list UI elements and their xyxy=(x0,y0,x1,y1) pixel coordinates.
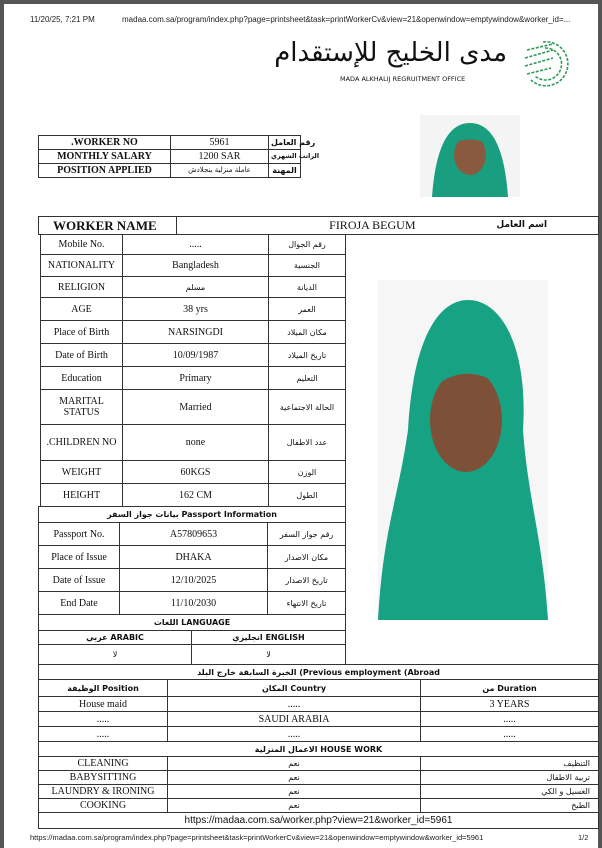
label: .WORKER NO xyxy=(39,136,171,150)
passport-label-ar: رقم جواز السفر xyxy=(268,523,346,546)
summary-table xyxy=(38,135,320,178)
label-ar: الراتب الشهري xyxy=(269,150,301,164)
detail-label-ar: الديانة xyxy=(269,277,346,298)
page-number: 1/2 xyxy=(578,833,589,842)
passport-label: Date of Issue xyxy=(39,569,120,592)
table-row xyxy=(41,235,346,255)
passport-value: A57809653 xyxy=(120,523,268,546)
housework-cell: LAUNDRY & IRONING xyxy=(39,785,168,799)
table-row xyxy=(41,321,346,344)
table-row xyxy=(39,799,599,813)
language-table xyxy=(38,614,346,665)
detail-value: Bangladesh xyxy=(123,255,269,277)
arabic-label: عربي ARABIC xyxy=(39,631,192,645)
details-table xyxy=(40,234,346,507)
table-row xyxy=(39,785,599,799)
col-position: الوظيفة Position xyxy=(39,680,168,697)
language-title: اللغات LANGUAGE xyxy=(39,615,346,631)
detail-value: Married xyxy=(123,390,269,425)
table-row xyxy=(39,150,301,164)
table-row xyxy=(41,255,346,277)
detail-label: Place of Birth xyxy=(41,321,123,344)
employment-title: الخبرة السابقة خارج البلد (Previous employment (Abroad xyxy=(39,665,599,680)
passport-value: DHAKA xyxy=(120,546,268,569)
detail-label: AGE xyxy=(41,298,123,321)
employment-cell: ..... xyxy=(421,712,599,727)
table-row xyxy=(39,136,301,150)
detail-label-ar: رقم الجوال xyxy=(269,235,346,255)
housework-cell: نعم xyxy=(168,771,421,785)
detail-value: ..... xyxy=(123,235,269,255)
passport-label: Place of Issue xyxy=(39,546,120,569)
english-label: انجليزي ENGLISH xyxy=(192,631,346,645)
worker-name-label: WORKER NAME xyxy=(39,217,177,235)
table-row xyxy=(41,277,346,298)
passport-label: Passport No. xyxy=(39,523,120,546)
table-row xyxy=(39,592,346,615)
housework-cell: نعم xyxy=(168,799,421,813)
housework-title: الاعمال المنزلية HOUSE WORK xyxy=(39,742,599,757)
logo-english: MADA ALKHALIJ REGRUITMENT OFFICE xyxy=(340,75,466,83)
logo-arabic: مدى الخليج للإستقدام xyxy=(274,38,507,68)
passport-label-ar: تاريخ الانتهاء xyxy=(268,592,346,615)
table-row xyxy=(41,298,346,321)
print-url-bottom: https://madaa.com.sa/program/index.php?page=printsheet&task=printWorkerCv&view=21&openwindow=emptywindow&worker_id=5961 xyxy=(30,833,484,842)
table-row xyxy=(41,367,346,390)
passport-title: بيانات جواز السفر Passport Information xyxy=(39,507,346,523)
detail-value: 162 CM xyxy=(123,484,269,507)
detail-label-ar: العمر xyxy=(269,298,346,321)
worker-no-value: 5961 xyxy=(171,136,269,150)
detail-label: NATIONALITY xyxy=(41,255,123,277)
employment-cell: ..... xyxy=(39,712,168,727)
table-row xyxy=(41,344,346,367)
housework-cell: COOKING xyxy=(39,799,168,813)
detail-value: 10/09/1987 xyxy=(123,344,269,367)
detail-value: Primary xyxy=(123,367,269,390)
employment-cell: ..... xyxy=(168,727,421,742)
position-value: عاملة منزلية بنجلادش xyxy=(171,164,269,178)
housework-cell: CLEANING xyxy=(39,757,168,771)
worker-photo-large xyxy=(378,280,548,620)
company-logo xyxy=(274,36,575,94)
detail-label-ar: تاريخ الميلاد xyxy=(269,344,346,367)
english-value: لا xyxy=(192,645,346,665)
housework-cell: تربية الاطفال xyxy=(421,771,599,785)
table-row xyxy=(41,461,346,484)
print-datetime: 11/20/25, 7:21 PM xyxy=(30,15,95,24)
passport-value: 12/10/2025 xyxy=(120,569,268,592)
detail-value: NARSINGDI xyxy=(123,321,269,344)
profile-link[interactable]: https://madaa.com.sa/worker.php?view=21&worker_id=5961 xyxy=(39,813,599,829)
housework-cell: الغسيل و الكي xyxy=(421,785,599,799)
table-row xyxy=(39,757,599,771)
label: POSITION APPLIED xyxy=(39,164,171,178)
label-ar: المهنة xyxy=(269,164,301,178)
passport-label: End Date xyxy=(39,592,120,615)
table-row xyxy=(39,771,599,785)
table-row xyxy=(39,697,599,712)
worker-name-row xyxy=(38,216,599,235)
detail-label-ar: مكان الميلاد xyxy=(269,321,346,344)
employment-cell: ..... xyxy=(421,727,599,742)
salary-value: 1200 SAR xyxy=(171,150,269,164)
detail-value: none xyxy=(123,425,269,461)
detail-label-ar: الجنسية xyxy=(269,255,346,277)
print-url-top: madaa.com.sa/program/index.php?page=printsheet&task=printWorkerCv&view=21&openwindow=emptywindow&worker_id=... xyxy=(122,15,571,24)
arabic-value: لا xyxy=(39,645,192,665)
detail-label: WEIGHT xyxy=(41,461,123,484)
table-row xyxy=(39,164,301,178)
detail-label: MARITAL STATUS xyxy=(41,390,123,425)
worker-photo-small xyxy=(420,115,520,197)
table-row xyxy=(41,390,346,425)
col-country: المكان Country xyxy=(168,680,421,697)
passport-table xyxy=(38,506,346,615)
housework-cell: الطبخ xyxy=(421,799,599,813)
label: MONTHLY SALARY xyxy=(39,150,171,164)
label-ar: رقم العامل xyxy=(269,136,301,150)
housework-cell: BABYSITTING xyxy=(39,771,168,785)
detail-label-ar: التعليم xyxy=(269,367,346,390)
detail-label: HEIGHT xyxy=(41,484,123,507)
table-row xyxy=(39,712,599,727)
detail-label: .CHILDREN NO xyxy=(41,425,123,461)
detail-label: RELIGION xyxy=(41,277,123,298)
housework-cell: التنظيف xyxy=(421,757,599,771)
passport-label-ar: تاريخ الاصدار xyxy=(268,569,346,592)
table-row xyxy=(39,523,346,546)
housework-cell: نعم xyxy=(168,785,421,799)
worker-name-value: FIROJA BEGUM xyxy=(177,217,446,235)
detail-label: Education xyxy=(41,367,123,390)
detail-value: 60KGS xyxy=(123,461,269,484)
table-row xyxy=(39,727,599,742)
detail-label-ar: الطول xyxy=(269,484,346,507)
employment-cell: 3 YEARS xyxy=(421,697,599,712)
table-row xyxy=(41,425,346,461)
table-row xyxy=(39,569,346,592)
employment-cell: ..... xyxy=(39,727,168,742)
detail-value: 38 yrs xyxy=(123,298,269,321)
detail-value: مسلم xyxy=(123,277,269,298)
detail-label: Date of Birth xyxy=(41,344,123,367)
employment-cell: House maid xyxy=(39,697,168,712)
detail-label-ar: الحالة الاجتماعية xyxy=(269,390,346,425)
housework-cell: نعم xyxy=(168,757,421,771)
passport-label-ar: مكان الاصدار xyxy=(268,546,346,569)
table-row xyxy=(39,546,346,569)
table-row xyxy=(41,484,346,507)
detail-label: Mobile No. xyxy=(41,235,123,255)
employment-cell: ..... xyxy=(168,697,421,712)
detail-label-ar: الوزن xyxy=(269,461,346,484)
logo-emblem-icon xyxy=(523,36,573,91)
passport-value: 11/10/2030 xyxy=(120,592,268,615)
col-duration: من Duration xyxy=(421,680,599,697)
employment-table xyxy=(38,664,599,829)
employment-cell: SAUDI ARABIA xyxy=(168,712,421,727)
detail-label-ar: عدد الاطفال xyxy=(269,425,346,461)
worker-name-label-ar: اسم العامل xyxy=(446,217,599,235)
